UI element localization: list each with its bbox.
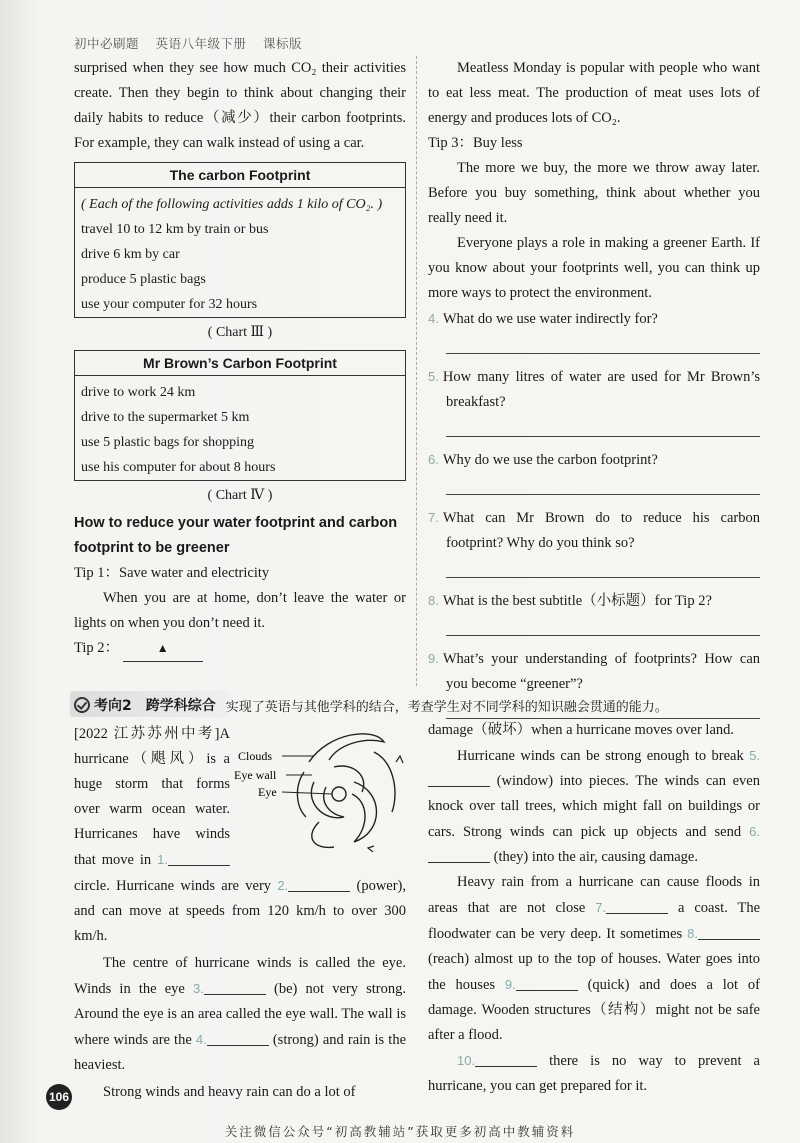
paragraph-text: (they) into the air, causing damage. bbox=[493, 849, 698, 865]
answer-line-6[interactable] bbox=[446, 477, 760, 495]
blank-number: 10. bbox=[457, 1053, 476, 1068]
blank-10[interactable] bbox=[475, 1053, 537, 1067]
hurricane-spiral-arm bbox=[297, 772, 306, 817]
footer-note: 关注微信公众号“初高教辅站”获取更多初高中教辅资料 bbox=[224, 1124, 576, 1139]
blank-number: 5. bbox=[749, 748, 760, 763]
check-circle-icon bbox=[74, 697, 90, 713]
answer-line-5[interactable] bbox=[446, 419, 760, 437]
greener-earth-paragraph: Everyone plays a role in making a greener Earth. If you know about your footprints well, you can think up more ways to protect the environment. bbox=[428, 235, 760, 301]
blank-6[interactable] bbox=[428, 849, 490, 863]
question-6 bbox=[428, 447, 760, 473]
hurricane-spiral-arm bbox=[352, 782, 377, 842]
question-text: Why do we use the carbon footprint? bbox=[442, 452, 658, 468]
chart-3-row: drive 6 km by car bbox=[81, 247, 180, 262]
chart-4-table bbox=[74, 350, 406, 481]
blank-3[interactable] bbox=[204, 981, 266, 995]
prepared-paragraph bbox=[428, 1048, 760, 1099]
hurricane-spiral-arm bbox=[312, 822, 334, 847]
tip-3-label: Tip 3：Buy less bbox=[428, 135, 523, 151]
hurricane-paragraph-3: Strong winds and heavy rain can do a lot of bbox=[103, 1084, 356, 1100]
blank-number: 6. bbox=[749, 824, 760, 839]
chart-3-row: use your computer for 32 hours bbox=[81, 297, 258, 312]
blank-number: 8. bbox=[687, 926, 698, 941]
answer-line-4[interactable] bbox=[446, 336, 760, 354]
hurricane-diagram bbox=[234, 722, 406, 852]
right-column-bottom bbox=[428, 718, 760, 1099]
chart-3-table bbox=[74, 162, 406, 318]
tip-2 bbox=[74, 636, 406, 662]
banner-description: 实现了英语与其他学科的结合，考查学生对不同学科的知识融会贯通的能力。 bbox=[225, 699, 668, 715]
paragraph-text: circle. Hurricane winds are very bbox=[74, 878, 272, 894]
paragraph-text: there is no way to prevent a hurricane, you can get prepared for it. bbox=[428, 1053, 760, 1094]
question-9 bbox=[428, 646, 760, 697]
label-eye-wall: Eye wall bbox=[234, 768, 277, 782]
blank-number: 4. bbox=[195, 1032, 207, 1047]
damage-line: damage（破坏）when a hurricane moves over land. bbox=[428, 722, 735, 738]
arrow-icon bbox=[368, 846, 374, 852]
blank-number: 1. bbox=[157, 852, 168, 867]
chart-3-row: travel 10 to 12 km by train or bus bbox=[81, 222, 269, 237]
hurricane-spiral-arm bbox=[374, 752, 395, 812]
winds-paragraph bbox=[428, 743, 760, 870]
tip-2-label: Tip 2： bbox=[74, 640, 120, 656]
question-text: What can Mr Brown do to reduce his carbon footprint? Why do you think so? bbox=[442, 510, 760, 551]
paragraph-text: (window) into pieces. The winds can even knock over tall trees, which might fall on buildings or cars. Strong winds can pick up objects and send bbox=[428, 773, 760, 840]
question-4 bbox=[428, 306, 760, 332]
blank-7[interactable] bbox=[606, 900, 668, 914]
hurricane-spiral-arm bbox=[334, 766, 364, 792]
question-number: 9. bbox=[428, 651, 439, 666]
paragraph-text: (quick) and does a lot of damage. Wooden structures（结构）might not be safe after a flood. bbox=[428, 977, 760, 1043]
chart-4-caption: ( Chart Ⅳ ) bbox=[207, 488, 273, 503]
header-series: 初中必刷题 bbox=[74, 36, 140, 51]
question-5 bbox=[428, 364, 760, 415]
blank-number: 7. bbox=[595, 900, 607, 915]
hurricane-svg bbox=[234, 722, 406, 852]
question-text: What do we use water indirectly for? bbox=[442, 311, 658, 327]
question-text: What is the best subtitle（小标题）for Tip 2? bbox=[442, 593, 712, 609]
answer-line-8[interactable] bbox=[446, 618, 760, 636]
source-tag: [2022 江苏苏州中考] bbox=[74, 726, 220, 742]
blank-number: 2. bbox=[277, 878, 289, 893]
paragraph-text: (strong) and rain is the heaviest. bbox=[74, 1032, 407, 1073]
question-number: 6. bbox=[428, 452, 439, 467]
section-banner bbox=[74, 693, 764, 717]
blank-number: 3. bbox=[193, 981, 204, 996]
buy-less-paragraph: The more we buy, the more we throw away later. Before you buy something, think about whether you really need it. bbox=[428, 160, 760, 226]
chart-4-title: Mr Brown’s Carbon Footprint bbox=[75, 351, 405, 376]
arrow-icon bbox=[396, 756, 403, 763]
label-eye: Eye bbox=[258, 785, 277, 799]
answer-line-7[interactable] bbox=[446, 560, 760, 578]
question-text: How many litres of water are used for Mr Brown’s breakfast? bbox=[442, 369, 760, 410]
blank-number: 9. bbox=[504, 977, 516, 992]
hurricane-paragraph-2 bbox=[74, 951, 406, 1078]
paragraph-text: A hurricane（飓风）is a huge storm that forms over warm ocean water. Hurricanes have winds that move in bbox=[74, 726, 230, 868]
paragraph-text: (reach) almost up to the top of houses. Water goes into the houses bbox=[428, 951, 760, 993]
question-number: 4. bbox=[428, 311, 439, 326]
blank-4[interactable] bbox=[207, 1032, 269, 1046]
question-number: 5. bbox=[428, 369, 439, 384]
blank-1[interactable] bbox=[168, 852, 230, 866]
right-column-top bbox=[428, 56, 760, 729]
blank-8[interactable] bbox=[698, 926, 760, 940]
running-header bbox=[74, 34, 314, 52]
paragraph-text: a coast. The floodwater can be very deep. It sometimes bbox=[428, 900, 761, 942]
chart-4-row: drive to the supermarket 5 km bbox=[81, 410, 250, 425]
chart-3-note: ( Each of the following activities adds 1 kilo of CO₂. ) bbox=[81, 197, 383, 212]
section-heading: How to reduce your water footprint and carbon footprint to be greener bbox=[74, 515, 398, 556]
meatless-monday-paragraph: Meatless Monday is popular with people who want to eat less meat. The production of meat uses lots of energy and produces lots of CO₂. bbox=[428, 60, 760, 126]
question-7 bbox=[428, 505, 760, 556]
left-column-top bbox=[74, 56, 406, 662]
chart-3-title: The carbon Footprint bbox=[75, 163, 405, 188]
chart-4-row: drive to work 24 km bbox=[81, 385, 196, 400]
tip-1-text: When you are at home, don’t leave the water or lights on when you don’t need it. bbox=[74, 590, 406, 631]
chart-3-caption: ( Chart Ⅲ ) bbox=[207, 325, 273, 340]
blank-2[interactable] bbox=[288, 878, 350, 892]
chart-3-row: produce 5 plastic bags bbox=[81, 272, 206, 287]
paragraph-text: (be) not very strong. Around the eye is an area called the eye wall. The wall is where winds are the bbox=[74, 981, 406, 1048]
question-8 bbox=[428, 588, 760, 614]
paragraph-text: (power), and can move at speeds from 120 km/h to over 300 km/h. bbox=[74, 878, 407, 944]
blank-5[interactable] bbox=[428, 773, 490, 787]
header-subject: 英语八年级下册 bbox=[155, 36, 247, 51]
hurricane-eye bbox=[332, 787, 346, 801]
hurricane-spiral-arm bbox=[309, 734, 384, 762]
header-edition: 课标版 bbox=[263, 36, 303, 51]
question-text: What’s your understanding of footprints? How can you become “greener”? bbox=[442, 651, 760, 692]
page-number: 106 bbox=[46, 1084, 72, 1110]
chart-4-row: use his computer for about 8 hours bbox=[81, 460, 276, 475]
paragraph-text: Hurricane winds can be strong enough to break bbox=[457, 748, 744, 764]
left-column-bottom bbox=[74, 722, 406, 1105]
blank-9[interactable] bbox=[516, 977, 578, 991]
question-number: 7. bbox=[428, 510, 439, 525]
paragraph-text: The centre of hurricane winds is called the eye. Winds in the eye bbox=[74, 955, 406, 997]
chart-4-row: use 5 plastic bags for shopping bbox=[81, 435, 255, 450]
tip-2-blank[interactable]: ▲ bbox=[123, 636, 203, 662]
question-number: 8. bbox=[428, 593, 439, 608]
intro-paragraph: surprised when they see how much CO₂ their activities create. Then they begin to think about changing their daily habits to reduce（减少）their carbon footprints. For example, they can walk instead of using a car. bbox=[74, 60, 406, 151]
tip-1-label: Tip 1：Save water and electricity bbox=[74, 565, 270, 581]
banner-tag: 考向2 跨学科综合 bbox=[94, 698, 216, 714]
label-clouds: Clouds bbox=[238, 749, 273, 763]
column-divider bbox=[416, 56, 417, 686]
floods-paragraph bbox=[428, 870, 760, 1048]
paragraph-text: Heavy rain from a hurricane can cause floods in areas that are not close bbox=[428, 874, 760, 916]
